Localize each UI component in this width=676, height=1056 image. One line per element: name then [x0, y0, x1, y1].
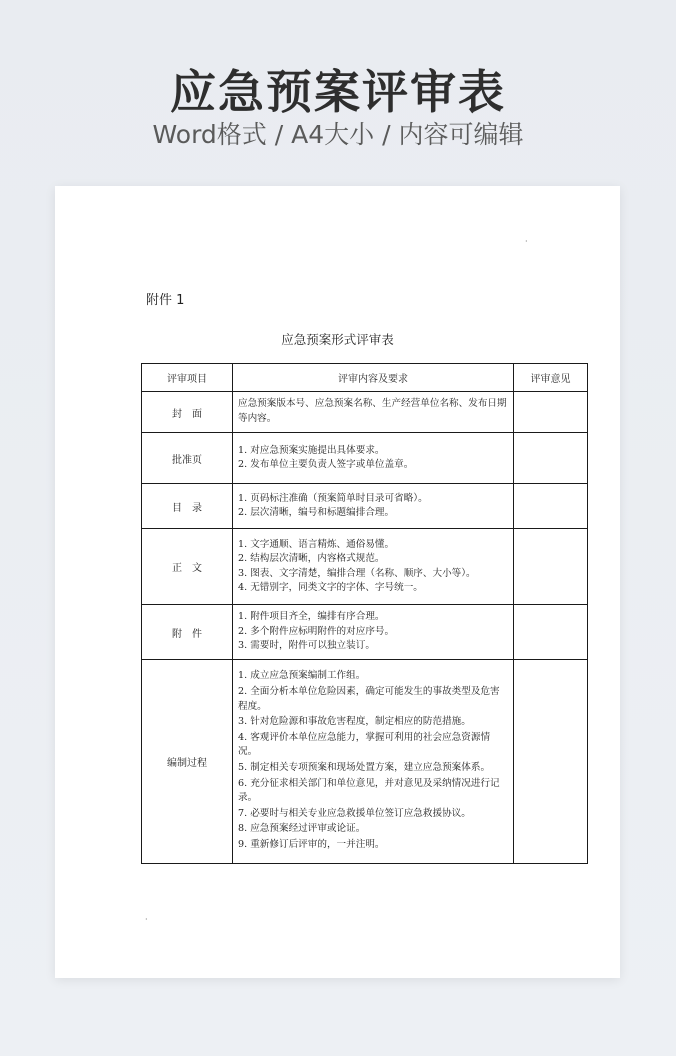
- content-line: 6. 充分征求相关部门和单位意见，并对意见及采纳情况进行记录。: [238, 777, 500, 804]
- content-line: 1. 附件项目齐全，编排有序合理。: [238, 611, 385, 623]
- page-mark: ·: [145, 915, 148, 924]
- review-item: 编制过程: [142, 659, 233, 863]
- content-line: 应急预案版本号、应急预案名称、生产经营单位名称、发布日期等内容。: [238, 398, 507, 424]
- table-row: [142, 484, 588, 529]
- content-line: 1. 页码标注准确（预案简单时目录可省略）。: [238, 492, 428, 504]
- form-title: 应急预案形式评审表: [281, 332, 394, 347]
- review-opinion[interactable]: [514, 392, 588, 433]
- content-line: 2. 多个附件应标明附件的对应序号。: [238, 625, 395, 637]
- review-opinion[interactable]: [514, 433, 588, 484]
- table-row: [142, 659, 588, 863]
- content-line: 8. 应急预案经过评审或论证。: [238, 823, 366, 835]
- document-page: [55, 186, 620, 978]
- column-header: 评审内容及要求: [233, 364, 514, 392]
- content-line: 7. 必要时与相关专业应急救援单位签订应急救援协议。: [238, 807, 471, 819]
- review-table: [141, 363, 588, 864]
- table-row: [142, 529, 588, 605]
- review-item: 附 件: [142, 605, 233, 660]
- table-row: [142, 392, 588, 433]
- column-header: 评审项目: [142, 364, 233, 392]
- content-line: 5. 制定相关专项预案和现场处置方案，建立应急预案体系。: [238, 761, 491, 773]
- attachment-label: 附件 1: [146, 293, 185, 308]
- content-line: 2. 发布单位主要负责人签字或单位盖章。: [238, 459, 414, 471]
- content-line: 1. 文字通顺、语言精炼、通俗易懂。: [238, 538, 395, 550]
- content-line: 3. 针对危险源和事故危害程度，制定相应的防范措施。: [238, 716, 471, 728]
- content-line: 9. 重新修订后评审的，一并注明。: [238, 838, 385, 850]
- content-line: 2. 层次清晰，编号和标题编排合理。: [238, 507, 395, 519]
- content-line: 2. 全面分析本单位危险因素，确定可能发生的事故类型及危害程度。: [238, 686, 500, 712]
- review-opinion[interactable]: [514, 529, 588, 605]
- review-content: [233, 605, 514, 660]
- content-line: 3. 图表、文字清楚，编排合理（名称、顺序、大小等）。: [238, 567, 476, 579]
- review-content: [233, 659, 514, 863]
- review-content: [233, 433, 514, 484]
- content-line: 4. 无错别字，同类文字的字体、字号统一。: [238, 582, 423, 594]
- table-row: [142, 433, 588, 484]
- review-opinion[interactable]: [514, 484, 588, 529]
- review-item: 目 录: [142, 484, 233, 529]
- page-subtitle: Word格式 / A4大小 / 内容可编辑: [152, 120, 524, 149]
- review-item: 封 面: [142, 392, 233, 433]
- table-row: [142, 605, 588, 660]
- review-opinion[interactable]: [514, 659, 588, 863]
- table-header-row: [142, 364, 588, 392]
- review-content: [233, 392, 514, 433]
- review-content: [233, 529, 514, 605]
- page-mark: ·: [525, 237, 528, 246]
- review-item: 正 文: [142, 529, 233, 605]
- review-item: 批准页: [142, 433, 233, 484]
- content-line: 1. 对应急预案实施提出具体要求。: [238, 444, 385, 456]
- content-line: 4. 客观评价本单位应急能力，掌握可利用的社会应急资源情况。: [238, 731, 491, 758]
- review-opinion[interactable]: [514, 605, 588, 660]
- content-line: 3. 需要时，附件可以独立装订。: [238, 640, 375, 652]
- column-header: 评审意见: [514, 364, 588, 392]
- page-title: 应急预案评审表: [170, 65, 506, 119]
- content-line: 2. 结构层次清晰，内容格式规范。: [238, 553, 385, 565]
- review-content: [233, 484, 514, 529]
- content-line: 1. 成立应急预案编制工作组。: [238, 670, 366, 682]
